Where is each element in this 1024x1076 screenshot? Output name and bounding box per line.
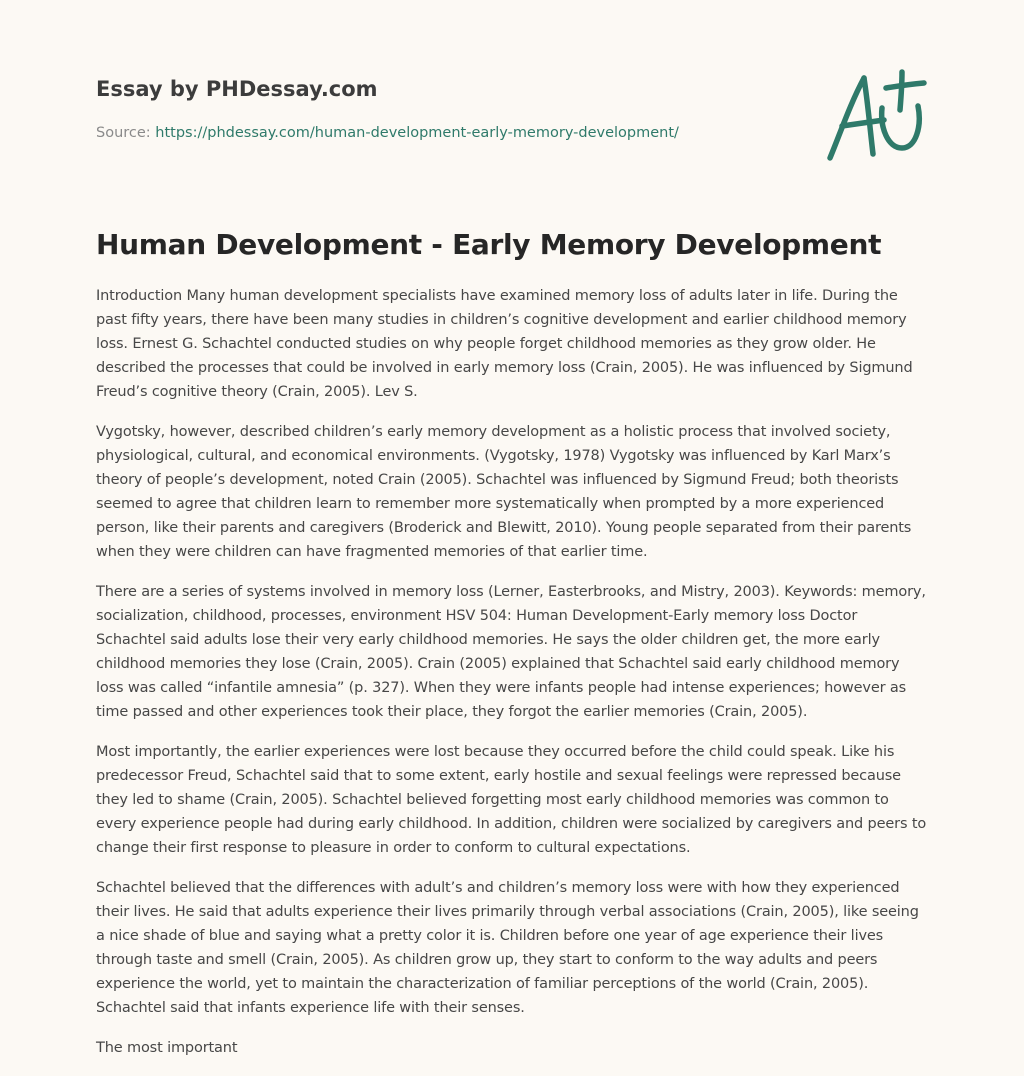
paragraph: There are a series of systems involved in memory loss (Lerner, Easterbrooks, and Mistry, 2003). Keywords: memory, socialization, childhood, processes, environment HSV 504: Human Development-Early memory loss Doctor Schachtel said adults lose their very early childhood memories. He says the older children get, the more early childhood memories they lose (Crain, 2005). Crain (2005) explained that Schachtel said early childhood memory loss was called “infantile amnesia” (p. 327). When they were infants people had intense experiences; however as time passed and other experiences took their place, they forgot the earlier memories (Crain, 2005). <box>96 584 926 720</box>
article-body <box>96 284 928 1076</box>
source-link[interactable]: https://phdessay.com/human-development-early-memory-development/ <box>155 125 679 141</box>
source-line <box>96 123 816 143</box>
source-label: Source: <box>96 125 156 141</box>
site-name: Essay by PHDessay.com <box>96 77 378 101</box>
paragraph: Introduction Many human development specialists have examined memory loss of adults later in life. During the past fifty years, there have been many studies in children’s cognitive development and earlier childhood memory loss. Ernest G. Schachtel conducted studies on why people forget childhood memories as they grow older. He described the processes that could be involved in early memory loss (Crain, 2005). He was influenced by Sigmund Freud’s cognitive theory (Crain, 2005). Lev S. <box>96 288 913 400</box>
paragraph: Vygotsky, however, described children’s early memory development as a holistic process that involved society, physiological, cultural, and economical environments. (Vygotsky, 1978) Vygotsky was influenced by Karl Marx’s theory of people’s development, noted Crain (2005). Schachtel was influenced by Sigmund Freud; both theorists seemed to agree that children learn to remember more systematically when prompted by a more experienced person, like their parents and caregivers (Broderick and Blewitt, 2010). Young people separated from their parents when they were children can have fragmented memories of that earlier time. <box>96 424 912 560</box>
paragraph: Most importantly, the earlier experiences were lost because they occurred before the child could speak. Like his predecessor Freud, Schachtel said that to some extent, early hostile and sexual feelings were repressed because they led to shame (Crain, 2005). Schachtel believed forgetting most early childhood memories was common to every experience people had during early childhood. In addition, children were socialized by caregivers and peers to change their first response to pleasure in order to conform to cultural expectations. <box>96 744 927 856</box>
paragraph: The most important <box>96 1040 238 1056</box>
paragraph: Schachtel believed that the differences with adult’s and children’s memory loss were with how they experienced their lives. He said that adults experience their lives primarily through verbal associations (Crain, 2005), like seeing a nice shade of blue and saying what a pretty color it is. Children before one year of age experience their lives through taste and smell (Crain, 2005). As children grow up, they start to conform to the way adults and peers experience the world, yet to maintain the characterization of familiar perceptions of the world (Crain, 2005). Schachtel said that infants experience life with their senses. <box>96 880 919 1016</box>
a-plus-logo-icon <box>820 64 930 166</box>
article-title: Human Development - Early Memory Development <box>96 228 882 261</box>
page-header <box>96 72 816 143</box>
